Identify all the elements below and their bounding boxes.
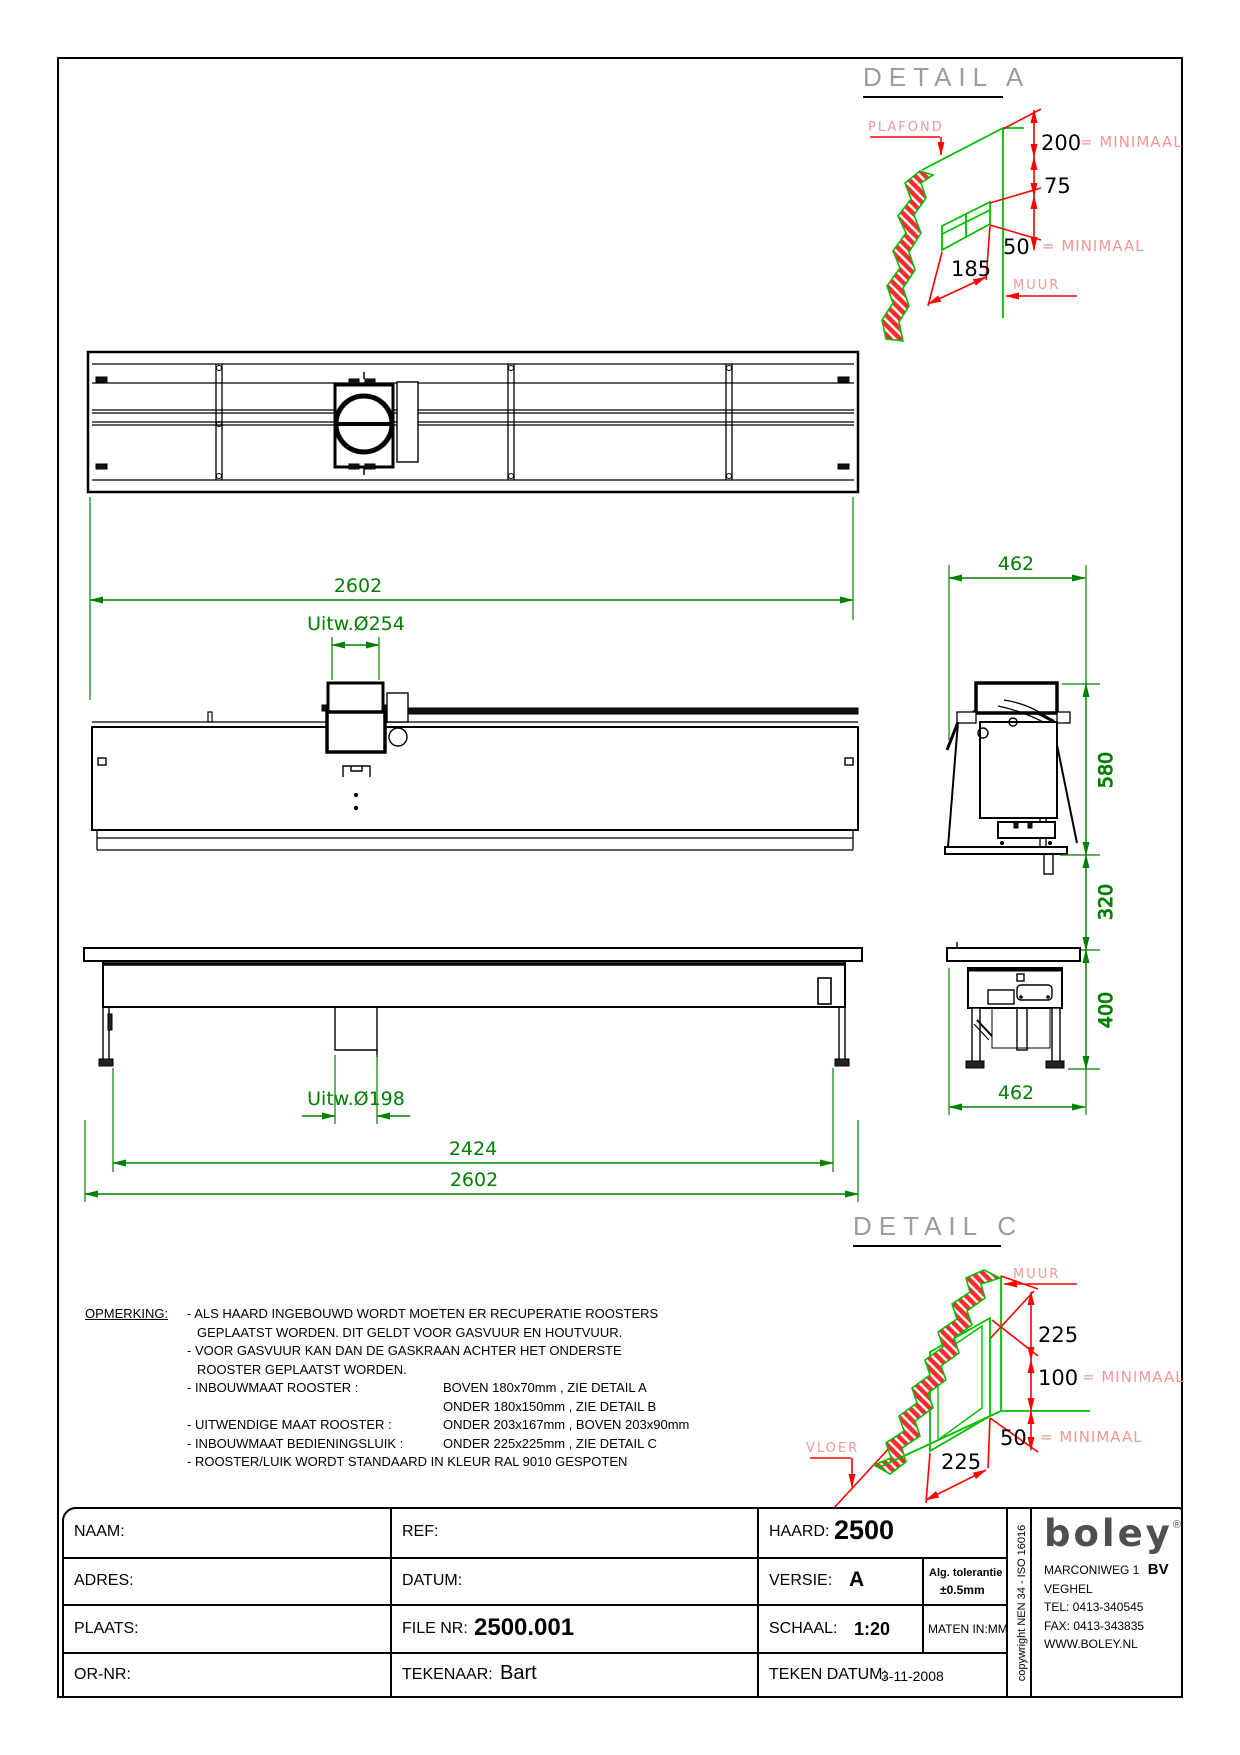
bottom-view-linework bbox=[84, 948, 862, 1066]
schaal-value: 1:20 bbox=[854, 1619, 891, 1639]
dim-heights-right bbox=[1060, 684, 1117, 1115]
svg-text:400: 400 bbox=[1095, 991, 1117, 1029]
brand-bv: BV bbox=[1147, 1561, 1169, 1578]
svg-text:50: 50 bbox=[1000, 1426, 1027, 1450]
svg-text:MUUR: MUUR bbox=[1013, 1267, 1061, 1282]
schaal-label: SCHAAL: bbox=[769, 1620, 838, 1637]
note-line: ROOSTER GEPLAATST WORDEN. bbox=[197, 1361, 407, 1377]
filenr-label: FILE NR: bbox=[402, 1620, 468, 1637]
versie-label: VERSIE: bbox=[769, 1572, 833, 1589]
haard-value: 2500 bbox=[834, 1515, 895, 1545]
ornr-label: OR-NR: bbox=[74, 1666, 131, 1683]
adres-label: ADRES: bbox=[74, 1572, 134, 1589]
note-line: - ROOSTER/LUIK WORDT STANDAARD IN KLEUR RAL 9010 GESPOTEN bbox=[187, 1454, 628, 1469]
naam-label: NAAM: bbox=[74, 1523, 125, 1540]
svg-text:50: 50 bbox=[1003, 235, 1030, 259]
brand-web: WWW.BOLEY.NL bbox=[1044, 1637, 1138, 1652]
note-line: - INBOUWMAAT BEDIENINGSLUIK : bbox=[187, 1435, 404, 1451]
haard-label: HAARD: bbox=[769, 1523, 830, 1540]
maten-label: MATEN IN:MM bbox=[928, 1622, 1008, 1636]
note-line: - ALS HAARD INGEBOUWD WORDT MOETEN ER RECUPERATIE ROOSTERS bbox=[187, 1306, 659, 1321]
tekenaar-value: Bart bbox=[500, 1662, 537, 1684]
svg-text:Uitw.Ø198: Uitw.Ø198 bbox=[307, 1088, 405, 1110]
brand-city: VEGHEL bbox=[1044, 1581, 1093, 1596]
ref-label: REF: bbox=[402, 1523, 439, 1540]
note-value: ONDER 203x167mm , BOVEN 203x90mm bbox=[443, 1417, 690, 1432]
svg-text:2424: 2424 bbox=[448, 1138, 498, 1160]
tolerantie-line1: Alg. tolerantie bbox=[929, 1567, 1003, 1579]
dim-2424 bbox=[113, 1068, 833, 1172]
svg-text:2602: 2602 bbox=[449, 1169, 499, 1191]
registered-icon: ® bbox=[1172, 1519, 1181, 1531]
boley-logo bbox=[1044, 1512, 1181, 1555]
front-view-linework bbox=[92, 683, 858, 850]
detail-a-title: DETAIL A bbox=[863, 62, 1003, 98]
dim-flue-bottom bbox=[302, 1055, 410, 1124]
filenr-value: 2500.001 bbox=[474, 1614, 575, 1641]
tekenaar-label: TEKENAAR: bbox=[402, 1666, 493, 1683]
brand-block bbox=[1032, 1509, 1181, 1698]
brand-fax: FAX: 0413-343835 bbox=[1044, 1618, 1145, 1633]
svg-text:= MINIMAAL: = MINIMAAL bbox=[1042, 237, 1145, 255]
note-value: BOVEN 180x70mm , ZIE DETAIL A bbox=[443, 1380, 647, 1395]
detail-c bbox=[806, 1267, 1185, 1509]
plaats-label: PLAATS: bbox=[74, 1620, 139, 1637]
side-view-upper-linework bbox=[945, 683, 1077, 874]
tekendatum-label: TEKEN DATUM: bbox=[769, 1666, 887, 1683]
note-line: GEPLAATST WORDEN. DIT GELDT VOOR GASVUUR EN HOUTVUUR. bbox=[197, 1324, 623, 1340]
dim-2602-bottom bbox=[85, 1120, 858, 1202]
tolerantie-line2: ±0.5mm bbox=[940, 1583, 985, 1597]
svg-text:= MINIMAAL: = MINIMAAL bbox=[1082, 1368, 1185, 1386]
top-view-linework bbox=[88, 352, 858, 492]
svg-text:225: 225 bbox=[941, 1450, 982, 1474]
svg-text:VLOER: VLOER bbox=[806, 1441, 860, 1456]
datum-label: DATUM: bbox=[402, 1572, 463, 1589]
brand-address bbox=[1044, 1561, 1169, 1654]
svg-text:200: 200 bbox=[1041, 131, 1082, 155]
note-value: ONDER 225x225mm , ZIE DETAIL C bbox=[443, 1435, 657, 1451]
detail-a bbox=[868, 109, 1183, 341]
dim-2602-top bbox=[90, 497, 853, 700]
note-value: ONDER 180x150mm , ZIE DETAIL B bbox=[443, 1398, 657, 1414]
svg-text:= MINIMAAL: = MINIMAAL bbox=[1080, 133, 1183, 151]
versie-value: A bbox=[849, 1568, 865, 1591]
svg-text:75: 75 bbox=[1044, 174, 1071, 198]
svg-text:580: 580 bbox=[1095, 751, 1117, 789]
copyright-strip: copywright NEN 34 - ISO 16016 bbox=[1016, 1524, 1028, 1682]
svg-text:320: 320 bbox=[1095, 883, 1117, 921]
svg-text:MUUR: MUUR bbox=[1013, 278, 1061, 293]
boley-logo-text: boley bbox=[1044, 1512, 1173, 1555]
title-block bbox=[62, 1507, 1183, 1698]
svg-text:225: 225 bbox=[1038, 1323, 1079, 1347]
dim-flue-top bbox=[307, 613, 405, 680]
svg-text:462: 462 bbox=[997, 553, 1035, 575]
detail-c-title: DETAIL C bbox=[853, 1211, 1001, 1247]
svg-text:2602: 2602 bbox=[333, 575, 383, 597]
svg-text:185: 185 bbox=[951, 257, 992, 281]
svg-text:PLAFOND: PLAFOND bbox=[868, 120, 944, 135]
opmerking-heading: OPMERKING: bbox=[85, 1306, 169, 1321]
svg-text:Uitw.Ø254: Uitw.Ø254 bbox=[307, 613, 405, 635]
svg-text:462: 462 bbox=[997, 1082, 1035, 1104]
note-line: - UITWENDIGE MAAT ROOSTER : bbox=[187, 1417, 392, 1432]
tekendatum-value: 3-11-2008 bbox=[881, 1668, 944, 1684]
detail-a-wall-hatch bbox=[882, 171, 933, 341]
side-view-lower-linework bbox=[947, 942, 1080, 1068]
note-line: - INBOUWMAAT ROOSTER : bbox=[187, 1380, 359, 1395]
svg-text:100: 100 bbox=[1038, 1366, 1079, 1390]
brand-street: MARCONIWEG 1 bbox=[1044, 1563, 1140, 1577]
brand-tel: TEL: 0413-340545 bbox=[1044, 1600, 1144, 1615]
note-line: - VOOR GASVUUR KAN DAN DE GASKRAAN ACHTER HET ONDERSTE bbox=[187, 1343, 622, 1358]
svg-text:= MINIMAAL: = MINIMAAL bbox=[1040, 1428, 1143, 1446]
